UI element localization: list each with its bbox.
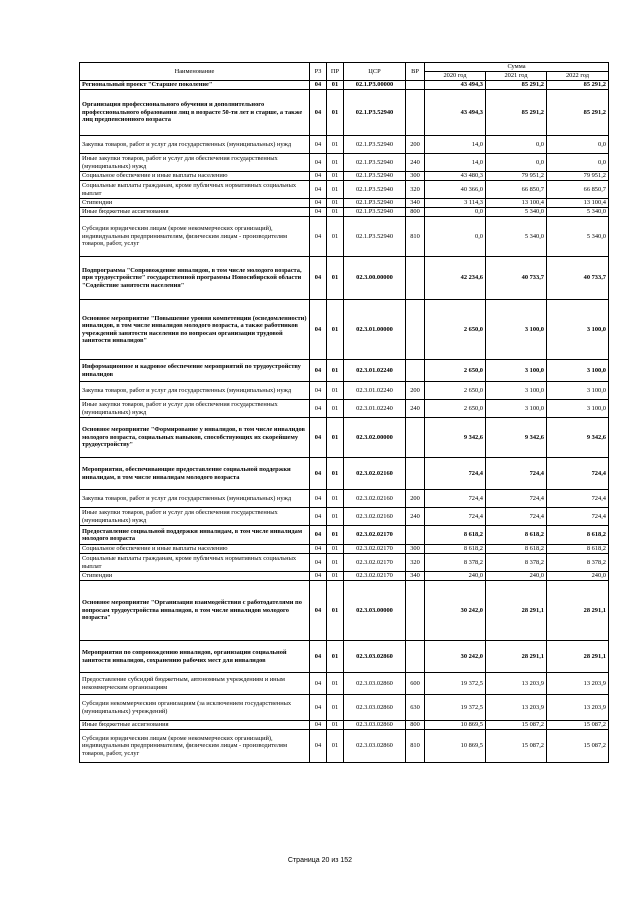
row-rz: 04 [310,545,327,554]
row-vr: 240 [406,154,425,172]
row-name: Мероприятия по сопровождению инвалидов, организации социальной занятости инвалидов, сохранению рабочих мест для инвалидов [80,641,310,673]
row-value-2020: 30 242,0 [425,581,486,641]
row-name: Подпрограмма "Сопровождение инвалидов, в том числе молодого возраста, при трудоустройстве" государственной программы Новосибирской области "Содействие занятости населения" [80,257,310,300]
row-value-2020: 19 372,5 [425,695,486,721]
header-sum: Сумма [425,63,609,72]
row-value-2022: 13 203,9 [547,695,609,721]
table-row [80,581,609,641]
table-row [80,181,609,199]
row-vr [406,90,425,136]
row-value-2020: 2 650,0 [425,382,486,400]
row-vr: 340 [406,199,425,208]
row-name: Субсидии некоммерческим организациям (за исключением государственных (муниципальных) учреждений) [80,695,310,721]
row-value-2020: 8 618,2 [425,545,486,554]
row-value-2022: 85 291,2 [547,90,609,136]
row-name: Предоставление социальной поддержки инвалидам, в том числе инвалидам молодого возраста [80,526,310,545]
row-pr: 01 [327,695,344,721]
row-pr: 01 [327,208,344,217]
row-rz: 04 [310,360,327,382]
table-row [80,199,609,208]
row-value-2021: 13 203,9 [486,695,547,721]
row-value-2020: 40 366,0 [425,181,486,199]
row-pr: 01 [327,136,344,154]
row-name: Социальные выплаты гражданам, кроме публичных нормативных социальных выплат [80,554,310,572]
row-pr: 01 [327,181,344,199]
row-value-2021: 28 291,1 [486,581,547,641]
row-rz: 04 [310,572,327,581]
row-rz: 04 [310,181,327,199]
row-value-2020: 30 242,0 [425,641,486,673]
row-rz: 04 [310,673,327,695]
row-rz: 04 [310,721,327,730]
row-rz: 04 [310,382,327,400]
row-csr: 02.3.03.02860 [344,695,406,721]
row-value-2022: 724,4 [547,458,609,490]
row-pr: 01 [327,81,344,90]
row-name: Закупка товаров, работ и услуг для государственных (муниципальных) нужд [80,382,310,400]
row-value-2021: 3 100,0 [486,300,547,360]
row-csr: 02.1.P3.52940 [344,136,406,154]
row-vr: 810 [406,730,425,763]
table-row [80,721,609,730]
row-value-2020: 724,4 [425,508,486,526]
row-vr [406,418,425,458]
row-csr: 02.3.03.02860 [344,641,406,673]
row-csr: 02.1.P3.52940 [344,154,406,172]
table-row [80,382,609,400]
header-vr: ВР [406,63,425,81]
budget-table [79,62,609,763]
row-pr: 01 [327,418,344,458]
row-vr: 340 [406,572,425,581]
row-csr: 02.3.02.02160 [344,490,406,508]
row-value-2021: 3 100,0 [486,382,547,400]
row-value-2022: 9 342,6 [547,418,609,458]
row-pr: 01 [327,730,344,763]
row-vr: 200 [406,136,425,154]
row-vr [406,581,425,641]
row-name: Социальное обеспечение и иные выплаты населению [80,172,310,181]
row-value-2022: 3 100,0 [547,360,609,382]
row-vr: 320 [406,181,425,199]
table-row [80,136,609,154]
row-value-2020: 10 869,5 [425,721,486,730]
row-value-2020: 3 114,3 [425,199,486,208]
row-name: Социальное обеспечение и иные выплаты населению [80,545,310,554]
row-value-2022: 3 100,0 [547,300,609,360]
row-name: Субсидии юридическим лицам (кроме некоммерческих организаций), индивидуальным предпринимателям, физическим лицам - производителям товаров, работ, услуг [80,730,310,763]
row-value-2022: 40 733,7 [547,257,609,300]
row-name: Региональный проект "Старшее поколение" [80,81,310,90]
row-pr: 01 [327,172,344,181]
row-rz: 04 [310,490,327,508]
row-csr: 02.3.03.02860 [344,721,406,730]
row-value-2022: 5 340,0 [547,217,609,257]
row-pr: 01 [327,217,344,257]
row-value-2021: 5 340,0 [486,217,547,257]
table-row [80,217,609,257]
row-vr [406,458,425,490]
table-row [80,554,609,572]
row-value-2022: 240,0 [547,572,609,581]
row-rz: 04 [310,81,327,90]
table-row [80,257,609,300]
row-csr: 02.3.01.02240 [344,382,406,400]
row-value-2020: 19 372,5 [425,673,486,695]
row-pr: 01 [327,360,344,382]
header-year-2022: 2022 год [547,72,609,81]
row-value-2021: 8 618,2 [486,545,547,554]
row-value-2020: 8 378,2 [425,554,486,572]
row-pr: 01 [327,154,344,172]
row-value-2022: 3 100,0 [547,382,609,400]
row-csr: 02.1.P3.52940 [344,90,406,136]
table-row [80,572,609,581]
row-csr: 02.3.03.02860 [344,673,406,695]
row-value-2021: 40 733,7 [486,257,547,300]
row-vr: 240 [406,508,425,526]
row-value-2022: 8 378,2 [547,554,609,572]
row-value-2022: 3 100,0 [547,400,609,418]
row-value-2020: 14,0 [425,136,486,154]
row-value-2020: 724,4 [425,458,486,490]
row-value-2020: 0,0 [425,217,486,257]
row-value-2020: 240,0 [425,572,486,581]
row-name: Иные бюджетные ассигнования [80,721,310,730]
row-rz: 04 [310,400,327,418]
row-rz: 04 [310,172,327,181]
row-value-2022: 66 850,7 [547,181,609,199]
row-vr [406,641,425,673]
row-value-2021: 79 951,2 [486,172,547,181]
row-vr: 300 [406,545,425,554]
row-name: Основное мероприятие "Организация взаимодействия с работодателями по вопросам трудоустройства инвалидов, в том числе инвалидов молодого возраста" [80,581,310,641]
table-row [80,90,609,136]
row-value-2021: 8 618,2 [486,526,547,545]
row-csr: 02.3.02.02160 [344,458,406,490]
row-value-2021: 85 291,2 [486,90,547,136]
table-row [80,490,609,508]
row-vr: 200 [406,490,425,508]
row-value-2020: 14,0 [425,154,486,172]
row-csr: 02.1.P3.52940 [344,208,406,217]
row-rz: 04 [310,199,327,208]
row-name: Основное мероприятие "Формирование у инвалидов, в том числе инвалидов молодого возраста, социальных навыков, способствующих их скорейшему трудоустройству" [80,418,310,458]
row-value-2022: 13 100,4 [547,199,609,208]
row-csr: 02.3.01.00000 [344,300,406,360]
table-row [80,695,609,721]
row-value-2021: 3 100,0 [486,360,547,382]
row-rz: 04 [310,554,327,572]
row-vr [406,81,425,90]
row-rz: 04 [310,257,327,300]
row-rz: 04 [310,581,327,641]
table-row [80,360,609,382]
table-row [80,508,609,526]
row-vr: 240 [406,400,425,418]
row-value-2022: 8 618,2 [547,526,609,545]
table-row [80,208,609,217]
page-number: Страница 20 из 152 [287,857,353,864]
table-row [80,526,609,545]
row-vr: 300 [406,172,425,181]
row-value-2022: 85 291,2 [547,81,609,90]
row-name: Закупка товаров, работ и услуг для государственных (муниципальных) нужд [80,136,310,154]
row-value-2022: 28 291,1 [547,581,609,641]
row-value-2021: 13 100,4 [486,199,547,208]
header-name: Наименование [80,63,310,81]
row-csr: 02.1.P3.52940 [344,181,406,199]
header-rz: РЗ [310,63,327,81]
row-value-2022: 724,4 [547,508,609,526]
table-row [80,400,609,418]
row-vr [406,300,425,360]
row-pr: 01 [327,90,344,136]
row-value-2021: 15 087,2 [486,721,547,730]
row-name: Закупка товаров, работ и услуг для государственных (муниципальных) нужд [80,490,310,508]
row-rz: 04 [310,730,327,763]
row-value-2022: 0,0 [547,136,609,154]
table-row [80,81,609,90]
row-pr: 01 [327,673,344,695]
row-rz: 04 [310,641,327,673]
header-pr: ПР [327,63,344,81]
row-value-2022: 8 618,2 [547,545,609,554]
row-rz: 04 [310,208,327,217]
row-pr: 01 [327,382,344,400]
row-value-2021: 9 342,6 [486,418,547,458]
row-csr: 02.3.02.02170 [344,545,406,554]
row-rz: 04 [310,526,327,545]
row-vr: 320 [406,554,425,572]
row-value-2022: 15 087,2 [547,721,609,730]
row-pr: 01 [327,458,344,490]
row-name: Субсидии юридическим лицам (кроме некоммерческих организаций), индивидуальным предпринимателям, физическим лицам - производителям товаров, работ, услуг [80,217,310,257]
row-name: Иные закупки товаров, работ и услуг для обеспечения государственных (муниципальных) нужд [80,400,310,418]
row-vr [406,526,425,545]
row-rz: 04 [310,418,327,458]
row-pr: 01 [327,554,344,572]
row-name: Иные закупки товаров, работ и услуг для обеспечения государственных (муниципальных) нужд [80,154,310,172]
row-value-2020: 43 480,3 [425,172,486,181]
row-pr: 01 [327,526,344,545]
row-name: Иные закупки товаров, работ и услуг для обеспечения государственных (муниципальных) нужд [80,508,310,526]
row-csr: 02.3.02.02170 [344,554,406,572]
table-body [80,81,609,763]
row-rz: 04 [310,90,327,136]
row-value-2021: 0,0 [486,154,547,172]
row-csr: 02.3.01.02240 [344,400,406,418]
row-value-2021: 66 850,7 [486,181,547,199]
table-row [80,545,609,554]
row-value-2020: 10 869,5 [425,730,486,763]
row-pr: 01 [327,581,344,641]
row-pr: 01 [327,400,344,418]
row-rz: 04 [310,154,327,172]
row-rz: 04 [310,217,327,257]
row-value-2021: 15 087,2 [486,730,547,763]
row-value-2020: 8 618,2 [425,526,486,545]
row-vr [406,257,425,300]
header-csr: ЦСР [344,63,406,81]
row-value-2021: 85 291,2 [486,81,547,90]
row-value-2021: 0,0 [486,136,547,154]
row-pr: 01 [327,721,344,730]
row-vr: 600 [406,673,425,695]
table-header [80,63,609,81]
row-value-2020: 9 342,6 [425,418,486,458]
row-value-2022: 0,0 [547,154,609,172]
header-year-2021: 2021 год [486,72,547,81]
row-name: Предоставление субсидий бюджетным, автономным учреждениям и иным некоммерческим организациям [80,673,310,695]
row-csr: 02.1.P3.00000 [344,81,406,90]
row-vr: 630 [406,695,425,721]
row-pr: 01 [327,490,344,508]
row-value-2020: 43 494,3 [425,81,486,90]
row-pr: 01 [327,300,344,360]
row-value-2022: 15 087,2 [547,730,609,763]
row-name: Стипендии [80,572,310,581]
row-value-2020: 2 650,0 [425,360,486,382]
table-row [80,154,609,172]
row-csr: 02.3.02.02170 [344,526,406,545]
table-row [80,458,609,490]
row-value-2021: 3 100,0 [486,400,547,418]
row-csr: 02.3.03.00000 [344,581,406,641]
row-vr: 200 [406,382,425,400]
row-csr: 02.3.00.00000 [344,257,406,300]
row-pr: 01 [327,572,344,581]
row-value-2021: 8 378,2 [486,554,547,572]
row-value-2021: 28 291,1 [486,641,547,673]
row-value-2021: 240,0 [486,572,547,581]
row-value-2020: 42 234,6 [425,257,486,300]
row-csr: 02.3.02.02160 [344,508,406,526]
table-row [80,300,609,360]
row-value-2022: 28 291,1 [547,641,609,673]
row-name: Социальные выплаты гражданам, кроме публичных нормативных социальных выплат [80,181,310,199]
row-name: Мероприятия, обеспечивающие предоставление социальной поддержки инвалидам, в том числе инвалидам молодого возраста [80,458,310,490]
row-rz: 04 [310,300,327,360]
row-csr: 02.3.02.02170 [344,572,406,581]
table-row [80,730,609,763]
row-vr: 810 [406,217,425,257]
row-name: Иные бюджетные ассигнования [80,208,310,217]
row-csr: 02.3.01.02240 [344,360,406,382]
row-vr: 800 [406,721,425,730]
row-value-2020: 0,0 [425,208,486,217]
row-value-2022: 79 951,2 [547,172,609,181]
row-value-2022: 724,4 [547,490,609,508]
row-pr: 01 [327,257,344,300]
row-pr: 01 [327,199,344,208]
row-value-2020: 724,4 [425,490,486,508]
row-vr [406,360,425,382]
row-pr: 01 [327,641,344,673]
row-value-2020: 2 650,0 [425,400,486,418]
row-rz: 04 [310,458,327,490]
row-vr: 800 [406,208,425,217]
row-value-2020: 43 494,3 [425,90,486,136]
row-pr: 01 [327,508,344,526]
row-rz: 04 [310,136,327,154]
row-name: Стипендии [80,199,310,208]
row-value-2021: 724,4 [486,490,547,508]
row-rz: 04 [310,508,327,526]
row-value-2022: 5 340,0 [547,208,609,217]
row-csr: 02.1.P3.52940 [344,172,406,181]
table-row [80,172,609,181]
row-name: Организация профессионального обучения и дополнительного профессионального образования лиц в возрасте 50-ти лет и старше, а также лиц предпенсионного возраста [80,90,310,136]
row-csr: 02.3.02.00000 [344,418,406,458]
row-value-2020: 2 650,0 [425,300,486,360]
row-value-2022: 13 203,9 [547,673,609,695]
row-csr: 02.1.P3.52940 [344,217,406,257]
row-pr: 01 [327,545,344,554]
header-year-2020: 2020 год [425,72,486,81]
table-row [80,418,609,458]
row-name: Основное мероприятие "Повышение уровня компетенции (осведомленности) инвалидов, в том числе инвалидов молодого возраста, а также работников учреждений занятости населения по вопросам организации трудовой занятости инвалидов" [80,300,310,360]
row-value-2021: 5 340,0 [486,208,547,217]
table-row [80,641,609,673]
row-csr: 02.3.03.02860 [344,730,406,763]
row-csr: 02.1.P3.52940 [344,199,406,208]
row-value-2021: 13 203,9 [486,673,547,695]
row-name: Информационное и кадровое обеспечение мероприятий по трудоустройству инвалидов [80,360,310,382]
row-rz: 04 [310,695,327,721]
table-row [80,673,609,695]
row-value-2021: 724,4 [486,508,547,526]
row-value-2021: 724,4 [486,458,547,490]
